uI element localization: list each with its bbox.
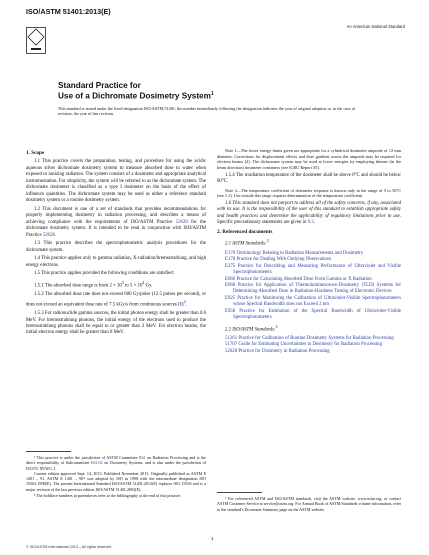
reference-code-link[interactable]: E666 xyxy=(225,276,236,282)
isoastm-standards-heading xyxy=(217,324,401,334)
link-52628[interactable]: 52628 xyxy=(175,219,188,225)
reference-code-link[interactable]: E275 xyxy=(225,263,236,269)
paragraph-1-5-4: 1.5.4 The irradiation temperature of the dosimeter shall be above 0°C and should be below 80°C. xyxy=(217,172,401,185)
paragraph-1-6-end: . xyxy=(313,220,315,226)
footnote-1-text: ¹ This practice is under the jurisdiction of ASTM Committee xyxy=(34,455,139,460)
footnote-marker-3-second: 3 xyxy=(275,323,278,329)
paragraph-1-1: 1.1 This practice covers the preparation, testing, and procedure for using the acidic aqueous silver dichromate dosimetry system to measure absorbed dose to water when exposed to ionizing radiation. The system consists of a dosimeter and appropriate analytical instrumentation. For simplicity, the system will be referred to as the dichromate system. The dichromate dosimeter is classified as a type I dosimeter on the basis of the effect of influence quantities. The dichromate system may be used as either a reference standard dosimetry system or a routine dosimetry system. xyxy=(26,159,206,204)
note-1: Note 1—The lower energy limits given are appropriate for a cylindrical dosimeter ampoule of 12 mm diameter. Corrections for displacement effects and dose gradient across the ampoule may be required for electron beams (2). The dichromate system may be used at lower energies by employing thinner (in the beam direction) dosimeter containers (see ICRU Report 35). xyxy=(217,148,401,170)
paragraph-1-2-text: 1.2 This document is one of a set of standards that provides recommendations for properly implementing dosimetry in radiation processing, and describes a means of achieving compliance with the requirements of ISO/ASTM Practice xyxy=(26,206,206,225)
standard-label: Standard Practice for xyxy=(58,81,141,90)
footnote-3: ³ For referenced ASTM and ISO/ASTM standards, visit the ASTM website, www.astm.org, or contact ASTM Customer Service at service@astm.org. For Annual Book of ASTM Standards volume information, refer to the standard's Document Summary page on the ASTM website. xyxy=(217,496,401,512)
footnote-marker-3: 3 xyxy=(266,238,269,244)
paragraph-1-5-1-text: 1.5.1 The absorbed dose range is from 2 × 10 xyxy=(34,283,122,289)
reference-title-link[interactable]: Practice for Calibration of Routine Dosimetry Systems for Radiation Processing xyxy=(237,335,394,341)
standard-title-text: Use of a Dichromate Dosimetry System xyxy=(58,91,211,101)
reference-item xyxy=(217,283,401,296)
paragraph-1-5-2-text: 1.5.2 The absorbed dose rate does not exceed 600 Gy/pulse (12.5 pulses per second), or does not exceed an equivalent dose rate of 7.5 kGy/s from continuous sources xyxy=(26,292,206,308)
reference-title-link[interactable]: Practice for Estimation of the Spectral Bandwidth of Ultraviolet-Visible Spectrophotometers xyxy=(233,308,401,321)
paragraph-1-4: 1.4 This practice applies only to gamma radiation, X-radiation/bremsstrahlung, and high energy electrons. xyxy=(26,256,206,268)
reference-item xyxy=(217,309,401,322)
copyright: © ISO/ASTM International 2013 – All rights reserved xyxy=(26,545,112,549)
reference-code-link[interactable]: E668 xyxy=(225,283,236,288)
footnote-1-mid: on Radiation Processing and is the direct responsibility of Subcommittee xyxy=(26,455,206,466)
exponent-3: 3 xyxy=(121,280,124,286)
reference-code-link[interactable]: E925 xyxy=(225,295,236,301)
reference-item xyxy=(217,264,401,277)
reference-item xyxy=(217,349,401,355)
reference-code-link[interactable]: E958 xyxy=(225,308,236,314)
astm-standards-heading xyxy=(217,238,401,248)
designation-notice: This standard is issued under the fixed designation ISO/ASTM 51401; the number immediately following the designation indicates the year of original adoption or, in the case of revision, the year of last revision. xyxy=(58,106,356,117)
safety-statement: 1.6 This standard does not purport to address all of the safety concerns, if any, associated with its use. It is the responsibility of the user of this standard to establish appropriate safety and health practices and determine the applicability of regulatory limitations prior to use. xyxy=(217,201,401,219)
reference-code-link[interactable]: 52628 xyxy=(225,348,238,354)
reference-code-link[interactable]: E170 xyxy=(225,250,236,256)
left-column xyxy=(26,148,206,339)
reference-title-link[interactable]: Practice for Calculating Absorbed Dose From Gamma or X Radiation xyxy=(235,276,372,282)
link-52628-second[interactable]: 52628 xyxy=(42,232,55,238)
left-footnote-rule xyxy=(26,451,71,452)
reference-item xyxy=(217,296,401,309)
footnote-1-end: on Dosimetry Systems, and is also under the jurisdiction of ISO/TC 85/WG 3. xyxy=(26,460,206,471)
footnote-1 xyxy=(26,455,206,471)
paragraph-1-2-end: . xyxy=(54,232,57,238)
astm-standards-label: 2.1 ASTM Standards: xyxy=(225,242,267,248)
reference-title-link[interactable]: Guide for Estimating Uncertainties in Dosimetry for Radiation Processing xyxy=(237,342,382,348)
paragraph-1-6 xyxy=(217,201,401,227)
paragraph-1-3: 1.3 This practice describes the spectrophotometric analysis procedures for the dichromate system. xyxy=(26,241,206,253)
footnote-1-history: Current edition approved Sept. 14, 2013. Published November 2013. Originally published as ASTM E 1401 – 91. ASTM E 1401 – 96ᵉ¹ was adopted by ISO in 1998 with the intermediate designation ISO 15563:1998(E). The present International Standard ISO/ASTM 51401:2013(E) replaces ISO 15563 and is a major revision of the last previous edition ISO/ASTM 51401:2003(E). xyxy=(26,470,206,492)
right-footnote-rule xyxy=(217,492,262,493)
reference-title-link[interactable]: Practice for Application of Thermoluminescence-Dosimetry (TLD) Systems for Determining Absorbed Dose in Radiation-Hardness Testing of Electronic Devices xyxy=(233,283,401,295)
paragraph-1-5-1 xyxy=(26,280,206,290)
reference-code-link[interactable]: 51707 xyxy=(225,342,238,348)
link-e61-02[interactable]: E61.02 xyxy=(90,460,103,466)
organization-label: An American National Standard xyxy=(346,24,405,29)
paragraph-1-6-text: Specific precautionary statements are given in xyxy=(217,220,308,226)
title-footnote-marker: 1 xyxy=(210,91,214,97)
reference-title-link[interactable]: Practice for Monitoring the Calibration of Ultraviolet-Visible Spectrophotometers whose Spectral Bandwidth does not Exceed 2 nm xyxy=(233,295,401,308)
left-footnotes xyxy=(26,455,206,498)
reference-title-link[interactable]: Practice for Dosimetry in Radiation Processing xyxy=(237,348,330,354)
paragraph-1-5: 1.5 This practice applies provided the following conditions are satisfied: xyxy=(34,271,175,277)
reference-title-link[interactable]: Practice for Describing and Measuring Performance of Ultraviolet and Visible Spectrophotometers xyxy=(233,263,401,276)
scope-heading: 1. Scope xyxy=(26,150,45,156)
paragraph-1-5-2 xyxy=(26,292,206,309)
reference-code-link[interactable]: 51261 xyxy=(225,335,238,341)
reference-title-link[interactable]: Terminology Relating to Radiation Measurements and Dosimetry xyxy=(235,250,364,256)
isoastm-standards-label: 2.2 ISO/ASTM Standards: xyxy=(225,327,276,333)
link-section-5-2[interactable]: 5.2 xyxy=(224,193,231,199)
note-2-end: ). Use outside this range requires determination of the temperature coefficient. xyxy=(230,193,364,199)
right-column xyxy=(217,148,401,357)
astm-reference-list xyxy=(217,251,401,322)
paragraph-1-2-text-mid: for the dichromate dosimetry system. It is intended to be read in conjunction with ISO/ASTM Practice xyxy=(26,219,206,238)
astm-logo-icon xyxy=(26,27,46,54)
standard-title xyxy=(58,91,214,101)
note-2 xyxy=(217,188,401,199)
footnote-marker-2: 2 xyxy=(183,298,186,304)
designation: ISO/ASTM 51401:2013(E) xyxy=(26,7,111,16)
paragraph-1-5-3: 1.5.3 For radionuclide gamma sources, the initial photon energy shall be greater than 0.6 MeV. For bremsstrahlung photons, the initial energy of the electrons used to produce the bremsstrahlung photons shall be equal to or greater than 2 MeV. For electron beams, the initial electron energy shall be greater than 8 MeV. xyxy=(26,311,206,336)
reference-code-link[interactable]: E178 xyxy=(225,257,236,263)
bibliography-ref-1[interactable]: (1) xyxy=(178,302,184,308)
footnote-2: ² The boldface numbers in parentheses refer to the bibliography at the end of this practice. xyxy=(34,493,182,499)
paragraph-1-5-1-mid: to 5 × 10 xyxy=(123,283,143,289)
link-e61[interactable]: E61 xyxy=(138,455,146,460)
page-number: 1 xyxy=(211,536,214,541)
note-2-text: Note 2—The temperature coefficient of dosimeter response is known only in the range of 5 to 50°C (see xyxy=(217,187,401,199)
isoastm-reference-list xyxy=(217,336,401,355)
paragraph-1-5-1-end: Gy. xyxy=(144,283,153,289)
paragraph-1-2 xyxy=(26,207,206,239)
link-section-9-3[interactable]: 9.3 xyxy=(307,220,314,226)
paragraph-1-5-2-end: . xyxy=(185,302,187,308)
referenced-documents-heading: 2. Referenced documents xyxy=(217,229,273,236)
exponent-4: 4 xyxy=(142,280,145,286)
reference-title-link[interactable]: Practice for Dealing With Outlying Observations xyxy=(235,257,332,263)
